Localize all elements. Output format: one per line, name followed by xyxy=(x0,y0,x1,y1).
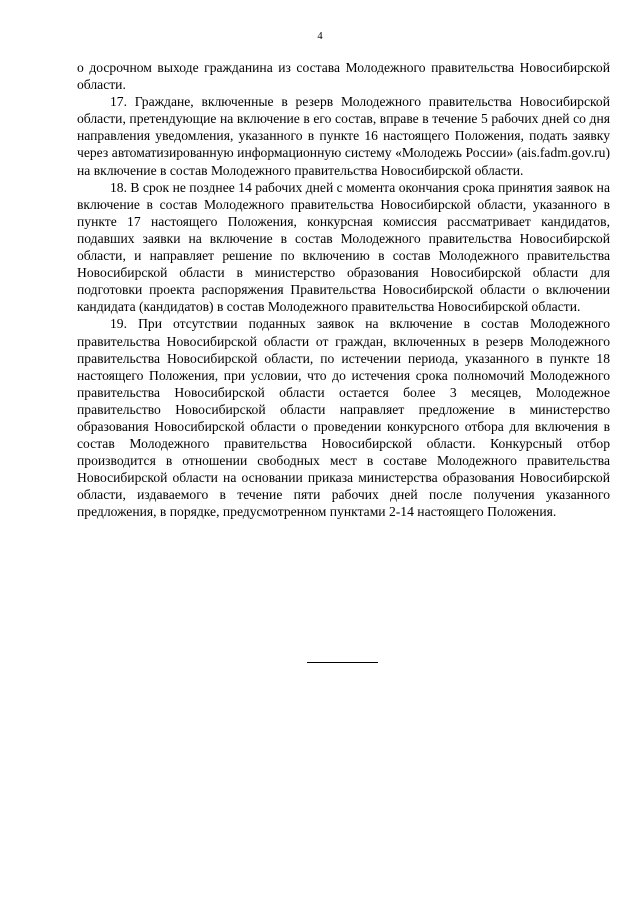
page-number: 4 xyxy=(317,31,323,42)
paragraph-18: 18. В срок не позднее 14 рабочих дней с момента окончания срока принятия заявок на включение в состав Молодежного правительства Новосибирской области, указанного в пункте 17 настоящего Положения, конкурсная комиссия рассматривает кандидатов, подавших заявки на включение в состав Молодежного правительства Новосибирской области, и направляет решение по включению в состав Молодежного правительства Новосибирской области в министерство образования Новосибирской области для подготовки проекта распоряжения Правительства Новосибирской области о включении кандидата (кандидатов) в состав Молодежного правительства Новосибирской области. xyxy=(77,179,610,315)
paragraph-17: 17. Граждане, включенные в резерв Молодежного правительства Новосибирской области, претендующие на включение в его состав, вправе в течение 5 рабочих дней со дня направления уведомления, указанного в пункте 16 настоящего Положения, подать заявку через автоматизированную информационную систему «Молодежь России» (ais.fadm.gov.ru) на включение в состав Молодежного правительства Новосибирской области. xyxy=(77,94,610,178)
document-body xyxy=(77,59,610,521)
end-separator-line xyxy=(307,662,378,663)
paragraph-continuation: о досрочном выходе гражданина из состава Молодежного правительства Новосибирской области. xyxy=(77,60,610,93)
paragraph-19: 19. При отсутствии поданных заявок на включение в состав Молодежного правительства Новосибирской области от граждан, включенных в резерв Молодежного правительства Новосибирской области, по истечении периода, указанного в пункте 18 настоящего Положения, при условии, что до истечения срока полномочий Молодежного правительства Новосибирской области остается более 3 месяцев, Молодежное правительство Новосибирской области направляет предложение в министерство образования Новосибирской области о проведении конкурсного отбора для включения в состав Молодежного правительства Новосибирской области. Конкурсный отбор производится в отношении свободных мест в составе Молодежного правительства Новосибирской области на основании приказа министерства образования Новосибирской области, издаваемого в течение пяти рабочих дней после получения указанного предложения, в порядке, предусмотренном пунктами 2-14 настоящего Положения. xyxy=(77,316,610,520)
